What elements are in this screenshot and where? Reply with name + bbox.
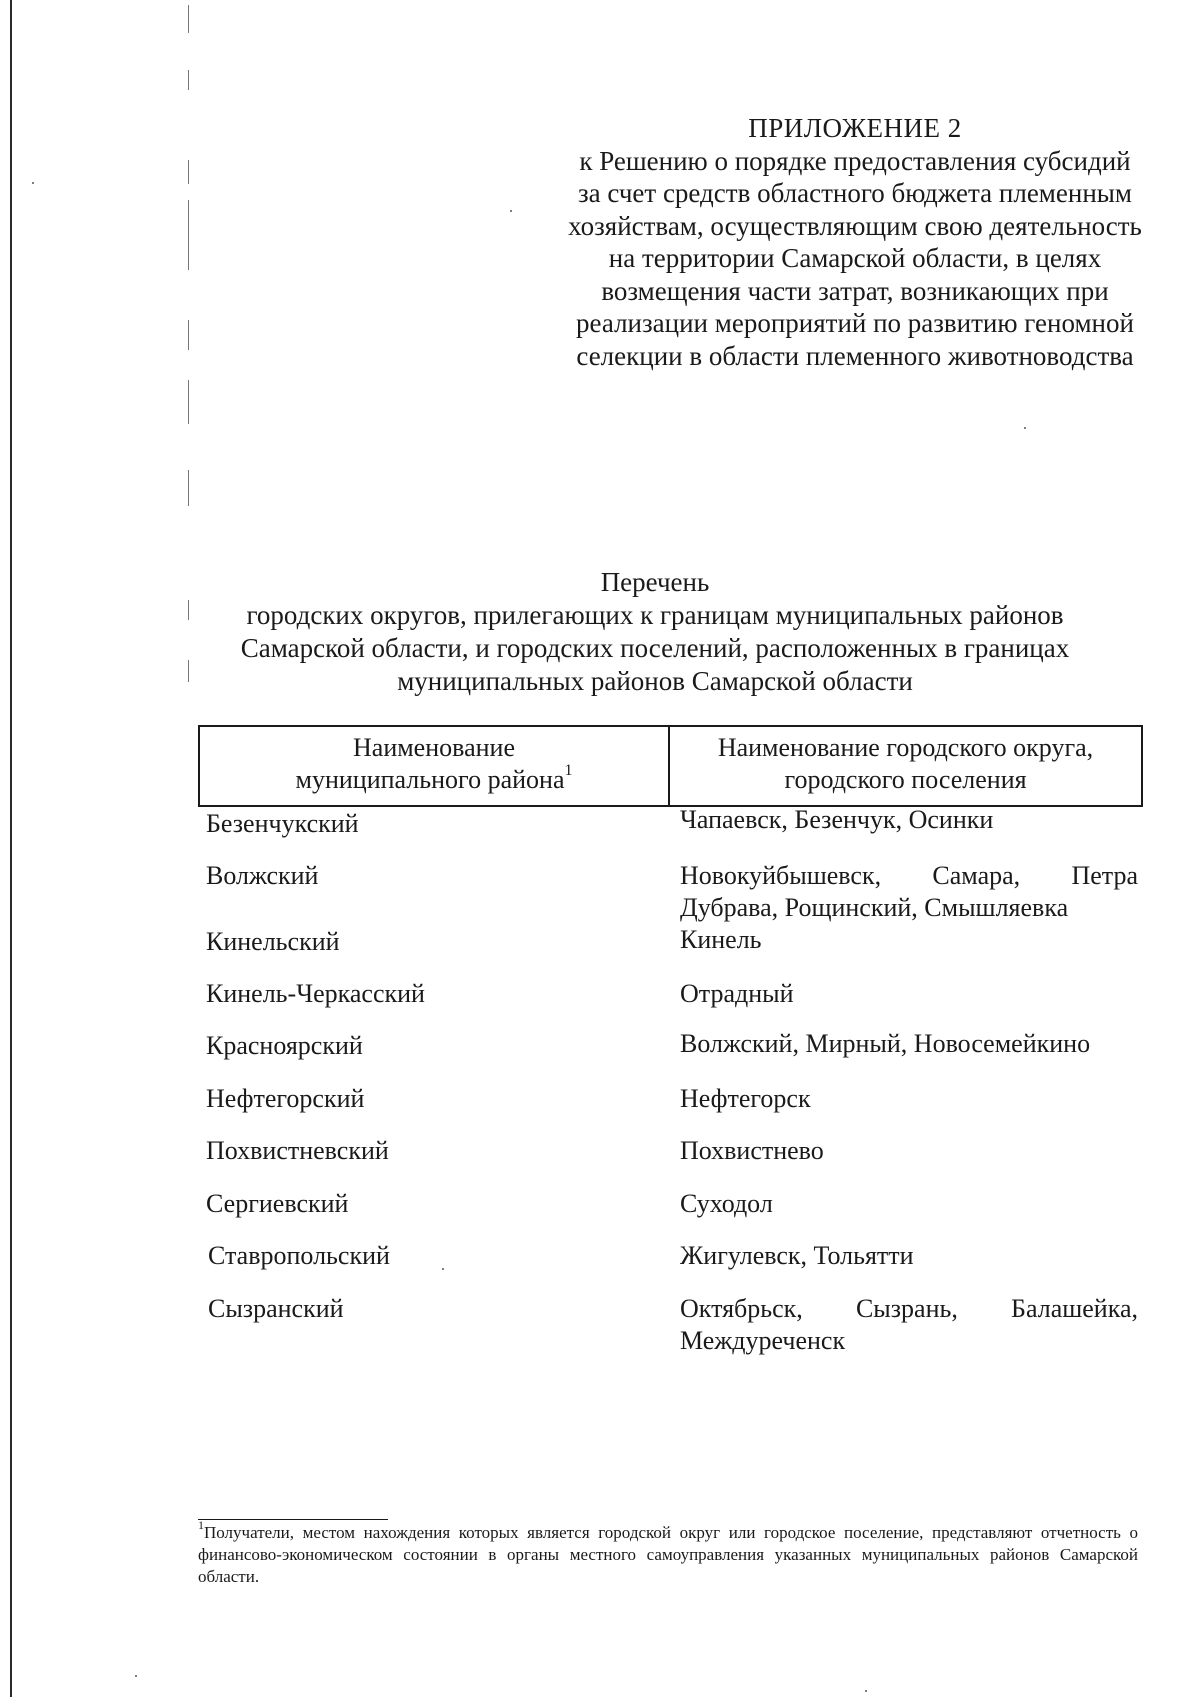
settlement-cell: Отрадный [680,979,794,1008]
list-title-line: муниципальных районов Самарской области [397,666,913,696]
scan-speck [865,1690,867,1692]
district-cell: Кинель-Черкасский [206,979,425,1008]
scan-artifact [188,660,189,682]
appendix-block [545,112,1165,372]
district-cell: Ставропольский [208,1241,390,1270]
scan-artifact [188,160,189,184]
header-cell-settlement [670,727,1141,805]
settlement-cell: Октябрьск, Сызрань, Балашейка, Междуреченск [680,1294,1138,1355]
scan-speck [1024,427,1026,429]
settlement-cell: Кинель [680,925,762,954]
district-cell: Похвистневский [206,1136,389,1165]
footnote-separator [198,1519,388,1520]
appendix-line: реализации мероприятий по развитию геномной [576,308,1134,338]
appendix-line: селекции в области племенного животноводства [576,340,1134,371]
appendix-line: к Решению о порядке предоставления субсидий [579,145,1131,176]
footnote-marker: 1 [564,762,573,780]
district-cell: Волжский [206,861,319,890]
scan-speck [32,182,34,184]
list-title-heading: Перечень [600,567,710,597]
district-cell: Нефтегорский [206,1084,365,1113]
scan-artifact [188,320,189,350]
list-title [200,566,1110,698]
settlement-cell: Суходол [680,1189,773,1218]
settlement-cell: Нефтегорск [680,1084,811,1113]
list-title-line: Самарской области, и городских поселений, расположенных в границах [240,633,1070,663]
appendix-line: за счет средств областного бюджета племенным [577,178,1132,208]
footnote-marker: 1 [198,1518,204,1533]
table-header [198,725,1143,807]
scan-artifact [188,600,189,620]
header-text: Наименование [353,733,515,762]
settlement-cell: Волжский, Мирный, Новосемейкино [680,1029,1091,1058]
scan-artifact [188,470,189,506]
settlement-cell: Новокуйбышевск, Самара, Петра Дубрава, Рощинский, Смышляевка [680,861,1138,922]
header-text: Наименование городского округа, [717,733,1094,762]
header-text: городского поселения [784,765,1027,794]
scan-artifact [188,70,189,90]
scan-speck [135,1675,137,1677]
district-cell: Кинельский [206,927,340,956]
footnote-text: Получатели, местом нахождения которых является городской округ или городское поселение, представляют отчетность о финансово-экономическом состоянии в органы местного самоуправления указанных муниципальных районов Самарской области. [198,1523,1138,1586]
header-text: муниципального района [295,765,565,794]
district-cell: Сызранский [208,1294,344,1323]
list-title-line: городских округов, прилегающих к границам муниципальных районов [246,600,1064,630]
district-cell: Красноярский [206,1031,363,1060]
scan-artifact [188,200,189,270]
page-left-edge [10,0,12,1697]
appendix-line: хозяйствам, осуществляющим свою деятельность [568,210,1142,241]
footnote [198,1518,1138,1588]
settlement-cell: Жигулевск, Тольятти [680,1241,914,1270]
district-cell: Сергиевский [206,1189,349,1218]
appendix-heading: ПРИЛОЖЕНИЕ 2 [748,113,962,143]
settlement-cell: Чапаевск, Безенчук, Осинки [680,805,994,834]
scan-artifact [188,380,189,424]
scan-artifact [188,5,189,33]
scan-speck [510,210,512,212]
appendix-line: на территории Самарской области, в целях [608,243,1102,273]
header-text-line [200,764,668,796]
header-cell-district [200,727,670,805]
district-cell: Безенчукский [206,809,359,838]
settlement-cell: Похвистнево [680,1136,824,1165]
appendix-line: возмещения части затрат, возникающих при [601,275,1109,306]
